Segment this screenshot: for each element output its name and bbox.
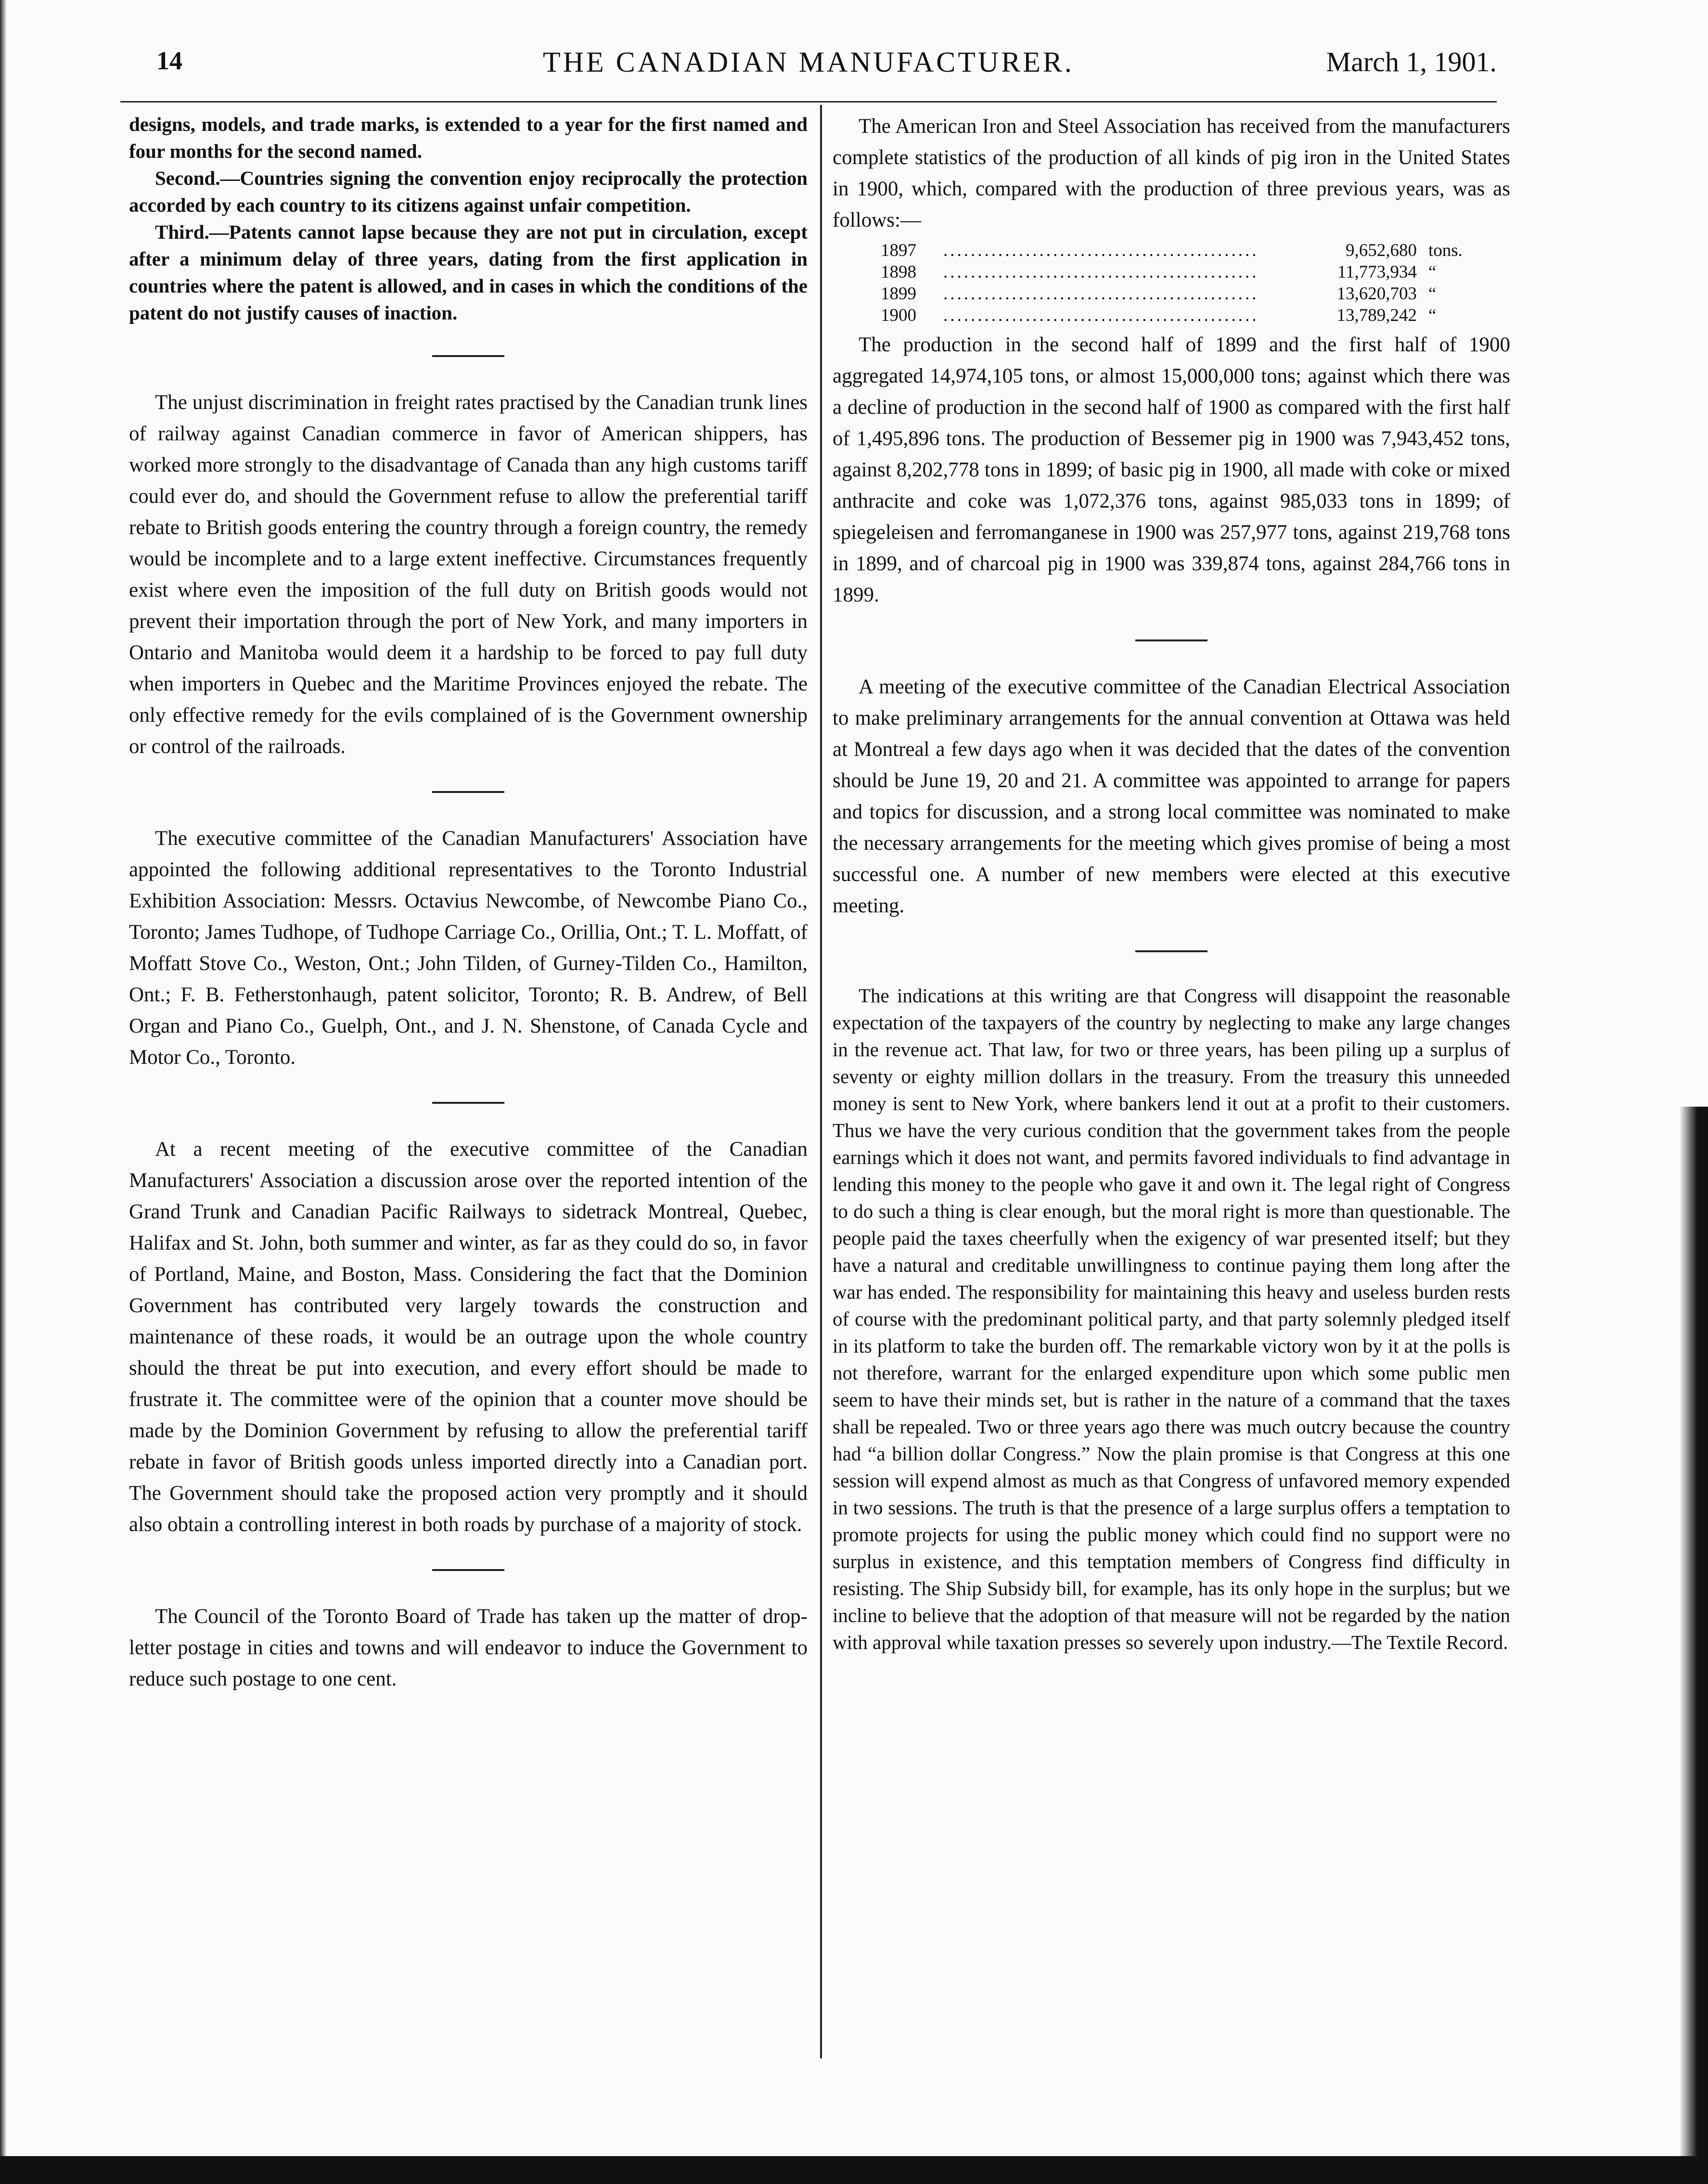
- pig-iron-row: [833, 240, 1510, 261]
- pig-iron-intro: The American Iron and Steel Association has received from the manufacturers complete statistics of the production of all kinds of pig iron in the United States in 1900, which, compared with the production of three previous years, was as follows:—: [833, 115, 1510, 231]
- pig-iron-year: 1900: [881, 306, 916, 325]
- section-separator: [432, 1569, 504, 1571]
- pig-iron-year: 1898: [881, 262, 916, 282]
- pig-iron-year: 1897: [881, 241, 916, 260]
- patent-convention-opening: designs, models, and trade marks, is extended to a year for the first named and four months for the second named.: [129, 113, 808, 162]
- pig-iron-unit: “: [1428, 284, 1437, 304]
- electrical-association-paragraph: A meeting of the executive committee of the Canadian Electrical Association to make preliminary arrangements for the annual convention at Ottawa was held at Montreal a few days ago when it was decided that the dates of the convention should be June 19, 20 and 21. A committee was appointed to arrange for papers and topics for discussion, and a strong local committee was nominated to make the necessary arrangements for the meeting which gives promise of being a most successful one. A number of new members were elected at this executive meeting.: [833, 676, 1510, 917]
- pig-iron-year: 1899: [881, 284, 916, 304]
- pig-iron-tonnage: 13,620,703: [1336, 284, 1417, 304]
- header-rule: [120, 101, 1497, 102]
- exhibition-representatives-paragraph: The executive committee of the Canadian Manufacturers' Association have appointed the following additional representatives to the Toronto Industrial Exhibition Association: Messrs. Octavius Newcombe, of Newcombe Piano Co., Toronto; James Tudhope, of Tudhope Carriage Co., Orillia, Ont.; T. L. Moffatt, of Moffatt Stove Co., Weston, Ont.; John Tilden, of Gurney-Tilden Co., Hamilton, Ont.; F. B. Fetherstonhaugh, patent solicitor, Toronto; R. B. Andrew, of Bell Organ and Piano Co., Guelph, Ont., and J. N. Shenstone, of Canada Cycle and Motor Co., Toronto.: [129, 827, 808, 1069]
- section-separator: [1135, 950, 1207, 952]
- scan-left-edge: [0, 0, 7, 2184]
- page-header: [120, 46, 1497, 89]
- pig-iron-unit: tons.: [1428, 241, 1463, 260]
- section-separator: [432, 355, 504, 357]
- patent-convention-third: Third.—Patents cannot lapse because they are not put in circulation, except after a minimum delay of three years, dating from the first application in countries where the patent is allowed, and in cases in which the conditions of the patent do not justify causes of inaction.: [129, 221, 808, 324]
- issue-date: March 1, 1901.: [1326, 46, 1497, 77]
- scan-right-edge: [1679, 1107, 1708, 2184]
- dot-leader: ..............................................: [943, 262, 1259, 282]
- dot-leader: ..............................................: [943, 241, 1259, 260]
- masthead-title: THE CANADIAN MANUFACTURER.: [543, 46, 1074, 78]
- section-separator: [432, 791, 504, 793]
- freight-rates-paragraph: The unjust discrimination in freight rates practised by the Canadian trunk lines of railway against Canadian commerce in favor of American shippers, has worked more strongly to the disadvantage of Canada than any high customs tariff could ever do, and should the Government refuse to allow the preferential tariff rebate to British goods entering the country through a foreign country, the remedy would be incomplete and to a large extent ineffective. Circumstances frequently exist where even the imposition of the full duty on British goods would not prevent their importation through the port of New York, and many importers in Ontario and Manitoba would deem it a hardship to be forced to pay full duty when importers in Quebec and the Maritime Provinces enjoyed the rebate. The only effective remedy for the evils complained of is the Government ownership or control of the railroads.: [129, 391, 808, 758]
- pig-iron-tonnage: 9,652,680: [1346, 241, 1417, 260]
- pig-iron-tonnage: 11,773,934: [1337, 262, 1417, 282]
- pig-iron-tonnage: 13,789,242: [1336, 306, 1417, 325]
- pig-iron-followup: The production in the second half of 1899 and the first half of 1900 aggregated 14,974,105 tons, or almost 15,000,000 tons; against which there was a decline of production in the second half of 1900 as compared with the first half of 1,495,896 tons. The production of Bessemer pig in 1900 was 7,943,452 tons, against 8,202,778 tons in 1899; of basic pig in 1900, all made with coke or mixed anthracite and coke was 1,072,376 tons, against 985,033 tons in 1899; of spiegeleisen and ferromanganese in 1900 was 257,977 tons, against 219,768 tons in 1899, and of charcoal pig in 1900 was 339,874 tons, against 284,766 tons in 1899.: [833, 333, 1510, 606]
- drop-letter-postage-paragraph: The Council of the Toronto Board of Trade has taken up the matter of drop-letter postage in cities and towns and will endeavor to induce the Government to reduce such postage to one cent.: [129, 1605, 808, 1690]
- pig-iron-row: [833, 261, 1510, 283]
- left-column: [129, 111, 808, 1695]
- railway-sidetrack-paragraph: At a recent meeting of the executive committee of the Canadian Manufacturers' Association a discussion arose over the reported intention of the Grand Trunk and Canadian Pacific Railways to sidetrack Montreal, Quebec, Halifax and St. John, both summer and winter, as far as they could do so, in favor of Portland, Maine, and Boston, Mass. Considering the fact that the Dominion Government has contributed very largely towards the construction and maintenance of these roads, it would be an outrage upon the whole country should the threat be put into execution, and every effort should be made to frustrate it. The committee were of the opinion that a counter move should be made by the Dominion Government by refusing to allow the preferential tariff rebate in favor of British goods unless imported directly into a Canadian port. The Government should take the proposed action very promptly and it should also obtain a controlling interest in both roads by purchase of a majority of stock.: [129, 1138, 808, 1536]
- section-separator: [432, 1102, 504, 1104]
- patent-convention-second: Second.—Countries signing the convention enjoy reciprocally the protection accorded by each country to its citizens against unfair competition.: [129, 167, 808, 216]
- scan-bottom-edge: [0, 2156, 1708, 2184]
- dot-leader: ..............................................: [943, 284, 1259, 304]
- section-separator: [1135, 639, 1207, 641]
- right-column: [833, 111, 1510, 1656]
- pig-iron-table: [833, 240, 1510, 326]
- pig-iron-row: [833, 283, 1510, 305]
- congress-surplus-paragraph: The indications at this writing are that Congress will disappoint the reasonable expectation of the taxpayers of the country by neglecting to make any large changes in the revenue act. That law, for two or three years, has been piling up a surplus of seventy or eighty million dollars in the treasury. From the treasury this unneeded money is sent to New York, where bankers lend it out at a profit to their customers. Thus we have the very curious condition that the government takes from the people earnings which it does not want, and permits favored individuals to find advantage in lending this money to the people who gave it and own it. The legal right of Congress to do such a thing is clear enough, but the moral right is more than questionable. The people paid the taxes cheerfully when the exigency of war presented itself; but they have a natural and creditable unwillingness to continue paying them long after the war has ended. The responsibility for maintaining this heavy and useless burden rests of course with the predominant political party, and that party solemnly pledged itself in its platform to take the burden off. The remarkable victory won by it at the polls is not therefore, warrant for the enlarged expenditure upon which some public men seem to have their minds set, but is rather in the nature of a command that the taxes shall be repealed. Two or three years ago there was much outcry because the country had “a billion dollar Congress.” Now the plain promise is that Congress at this one session will expend almost as much as that Congress of unfavored memory expended in two sessions. The truth is that the presence of a large surplus offers a temptation to promote projects for using the public money which could find no support were no surplus in existence, and this temptation members of Congress find difficulty in resisting. The Ship Subsidy bill, for example, has its only hope in the surplus; but we incline to believe that the adoption of that measure will not be regarded by the nation with approval while taxation presses so severely upon industry.—The Textile Record.: [833, 984, 1510, 1653]
- patent-convention-item: [129, 111, 808, 326]
- pig-iron-row: [833, 305, 1510, 326]
- page-number: 14: [156, 46, 182, 75]
- pig-iron-unit: “: [1428, 306, 1437, 325]
- pig-iron-unit: “: [1428, 262, 1437, 282]
- column-divider: [820, 105, 822, 2058]
- dot-leader: ..............................................: [943, 306, 1259, 325]
